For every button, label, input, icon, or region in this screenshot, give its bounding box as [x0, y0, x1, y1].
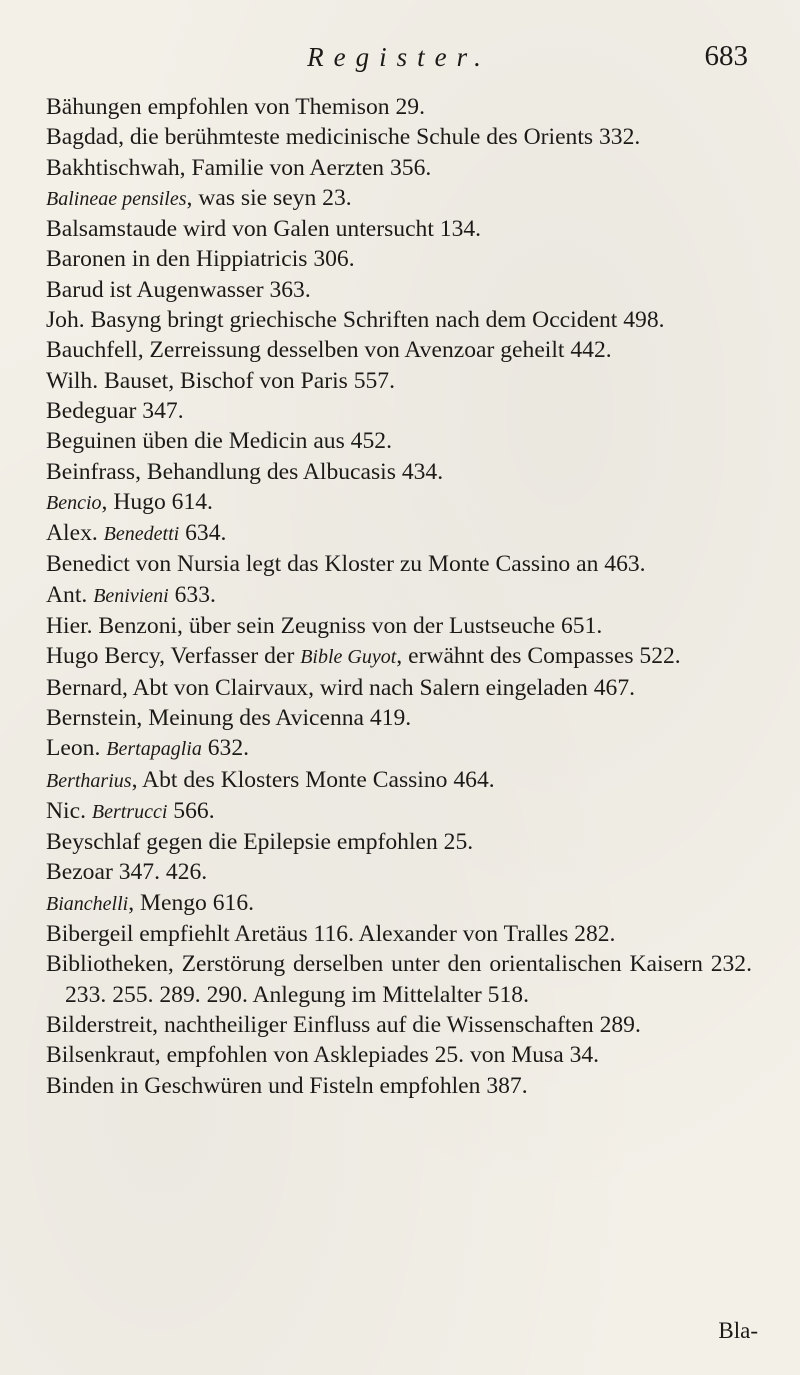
register-entries	[46, 92, 752, 1101]
italic-term: Benivieni	[93, 584, 169, 607]
entry-text: 634.	[179, 520, 227, 547]
register-entry	[46, 275, 752, 305]
register-entry	[46, 673, 752, 703]
register-entry	[46, 366, 752, 396]
entry-text: Bagdad, die berühmteste medicinische Schule des Orients 332.	[46, 124, 641, 151]
register-entry	[46, 396, 752, 426]
italic-term: Bertharius	[46, 769, 132, 792]
entry-text: 633.	[168, 581, 216, 608]
entry-text: Hier. Benzoni, über sein Zeugniss von der Lustseuche 651.	[46, 613, 603, 640]
register-entry	[46, 765, 752, 796]
entry-text: Bilderstreit, nachtheiliger Einfluss auf die Wissenschaften 289.	[46, 1011, 641, 1038]
register-entry	[46, 92, 752, 122]
italic-term: Bertrucci	[91, 800, 168, 823]
register-entry	[46, 888, 752, 919]
entry-text: Bedeguar 347.	[46, 397, 184, 424]
italic-term: Bible Guyot	[300, 646, 397, 669]
entry-text: Alex.	[46, 520, 104, 547]
register-entry	[46, 796, 752, 827]
entry-text: Bakhtischwah, Familie von Aerzten 356.	[46, 154, 432, 181]
running-head: Register.	[307, 42, 491, 72]
register-entry	[46, 244, 752, 274]
register-entry	[46, 426, 752, 456]
entry-text: , Mengo 616.	[128, 889, 255, 916]
entry-text: Bähungen empfohlen von Themison 29.	[46, 94, 425, 120]
italic-term: Benedetti	[103, 523, 180, 546]
entry-text: Bernard, Abt von Clairvaux, wird nach Salern eingeladen 467.	[46, 674, 636, 701]
entry-text: Bernstein, Meinung des Avicenna 419.	[46, 704, 412, 731]
entry-text: Hugo Bercy, Verfasser der	[46, 643, 301, 670]
register-entry	[46, 183, 752, 214]
register-entry	[46, 703, 752, 733]
entry-text: Binden in Geschwüren und Fisteln empfohlen 387.	[46, 1072, 528, 1099]
register-entry	[46, 1040, 752, 1070]
entry-text: 632.	[201, 735, 250, 762]
register-entry	[46, 487, 752, 518]
register-entry	[46, 827, 752, 857]
italic-term: Bianchelli	[46, 892, 129, 915]
entry-text: Beinfrass, Behandlung des Albucasis 434.	[46, 458, 444, 485]
register-entry	[46, 580, 752, 611]
entry-text: Benedict von Nursia legt das Kloster zu Monte Cassino an 463.	[46, 551, 646, 578]
entry-text: Barud ist Augenwasser 363.	[46, 276, 311, 303]
register-entry	[46, 214, 752, 244]
entry-text: Wilh. Bauset, Bischof von Paris 557.	[46, 367, 395, 394]
register-entry	[46, 457, 752, 487]
entry-text: Bibliotheken, Zerstörung derselben unter den orientalischen Kaisern 232. 233. 255. 289. 290. Anlegung im Mittelalter 518.	[46, 951, 752, 1008]
italic-term: Bencio	[46, 491, 102, 514]
entry-text: Bilsenkraut, empfohlen von Asklepiades 25. von Musa 34.	[46, 1042, 600, 1069]
entry-text: Bezoar 347. 426.	[46, 859, 208, 886]
register-entry	[46, 549, 752, 579]
page-header	[46, 40, 752, 92]
italic-term: Bertapaglia	[106, 738, 202, 761]
entry-text: Baronen in den Hippiatricis 306.	[46, 246, 355, 273]
register-entry	[46, 919, 752, 949]
register-entry	[46, 611, 752, 641]
entry-text: Ant.	[46, 581, 94, 608]
entry-text: , was sie seyn 23.	[186, 184, 352, 211]
entry-text: Leon.	[46, 735, 107, 762]
register-entry	[46, 857, 752, 887]
register-entry	[46, 305, 752, 335]
entry-text: Beyschlaf gegen die Epilepsie empfohlen 25.	[46, 829, 474, 856]
register-entry	[46, 641, 752, 672]
catchword: Bla-	[718, 1318, 758, 1343]
register-entry	[46, 153, 752, 183]
italic-term: Balineae pensiles	[46, 187, 187, 210]
register-entry	[46, 122, 752, 152]
register-entry	[46, 733, 752, 764]
register-entry	[46, 949, 752, 1010]
entry-text: , Hugo 614.	[101, 488, 213, 515]
entry-text: Joh. Basyng bringt griechische Schriften nach dem Occident 498.	[46, 307, 665, 334]
register-entry	[46, 1010, 752, 1040]
register-entry	[46, 335, 752, 365]
entry-text: Nic.	[46, 797, 92, 824]
entry-text: Bibergeil empfiehlt Aretäus 116. Alexander von Tralles 282.	[46, 921, 616, 948]
entry-text: Beguinen üben die Medicin aus 452.	[46, 428, 392, 455]
entry-text: 566.	[167, 797, 215, 824]
entry-text: , Abt des Klosters Monte Cassino 464.	[131, 766, 495, 793]
entry-text: , erwähnt des Compasses 522.	[396, 643, 681, 670]
register-entry	[46, 518, 752, 549]
page-number: 683	[704, 40, 748, 72]
register-entry	[46, 1071, 752, 1101]
entry-text: Balsamstaude wird von Galen untersucht 134.	[46, 216, 482, 243]
entry-text: Bauchfell, Zerreissung desselben von Avenzoar geheilt 442.	[46, 337, 612, 364]
